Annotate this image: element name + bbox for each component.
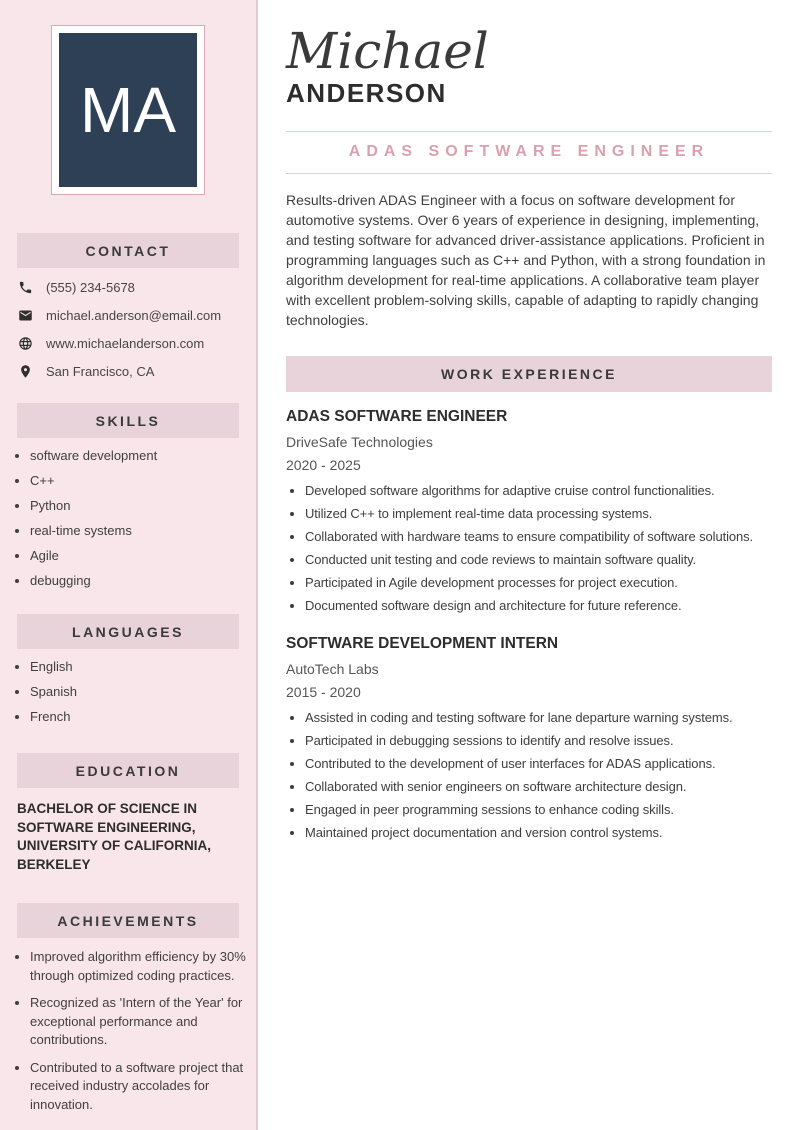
job-dates: 2015 - 2020	[286, 684, 361, 700]
job-dates: 2020 - 2025	[286, 457, 361, 473]
skill-item: • real-time systems	[30, 523, 248, 538]
job-entry	[286, 408, 772, 612]
last-name: ANDERSON	[286, 78, 447, 108]
education-section-title: EDUCATION	[17, 753, 239, 788]
skill-item: • Agile	[30, 548, 248, 563]
location-icon	[18, 364, 33, 379]
phone-icon	[18, 280, 33, 295]
education-degree: BACHELOR OF SCIENCE IN SOFTWARE ENGINEERING, UNIVERSITY OF CALIFORNIA, BERKELEY	[17, 801, 212, 872]
contact-website	[18, 336, 246, 351]
job-bullet: • Developed software algorithms for adaptive cruise control functionalities.	[305, 484, 772, 497]
languages-section-title: LANGUAGES	[17, 614, 239, 649]
job-bullet-list	[286, 484, 772, 612]
headline-divider-bottom	[286, 173, 772, 174]
skill-item: • Python	[30, 498, 248, 513]
main-content	[286, 0, 772, 849]
job-title: ADAS SOFTWARE ENGINEER	[286, 408, 508, 425]
job-bullet: • Engaged in peer programming sessions to enhance coding skills.	[305, 803, 772, 816]
monogram-initials: MA	[80, 74, 176, 146]
work-experience-section-title: WORK EXPERIENCE	[286, 356, 772, 392]
globe-icon	[18, 336, 33, 351]
achievement-item: • Improved algorithm efficiency by 30% through optimized coding practices.	[30, 948, 248, 985]
language-item: • English	[30, 659, 248, 674]
job-bullet: • Collaborated with senior engineers on software architecture design.	[305, 780, 772, 793]
location-text: San Francisco, CA	[46, 364, 155, 379]
job-title: SOFTWARE DEVELOPMENT INTERN	[286, 635, 559, 652]
job-bullet: • Conducted unit testing and code reviews to maintain software quality.	[305, 553, 772, 566]
job-bullet: • Participated in Agile development processes for project execution.	[305, 576, 772, 589]
achievement-item: • Contributed to a software project that received industry accolades for innovation.	[30, 1059, 248, 1115]
job-bullet: • Contributed to the development of user interfaces for ADAS applications.	[305, 757, 772, 770]
first-name: Michael	[286, 22, 489, 80]
headline-job-title: ADAS SOFTWARE ENGINEER	[348, 143, 710, 160]
skill-item: • software development	[30, 448, 248, 463]
achievement-item: • Recognized as 'Intern of the Year' for exceptional performance and contributions.	[30, 994, 248, 1050]
website-text: www.michaelanderson.com	[46, 336, 205, 351]
skill-item: • C++	[30, 473, 248, 488]
language-item: • French	[30, 709, 248, 724]
job-bullet: • Documented software design and architecture for future reference.	[305, 599, 772, 612]
contact-phone	[18, 280, 246, 295]
phone-text: (555) 234-5678	[46, 280, 135, 295]
contact-email	[18, 308, 246, 323]
job-company: DriveSafe Technologies	[286, 434, 433, 450]
sidebar	[0, 0, 258, 1130]
job-bullet: • Collaborated with hardware teams to ensure compatibility of software solutions.	[305, 530, 772, 543]
email-icon	[18, 308, 33, 323]
monogram-box	[59, 33, 197, 187]
language-item: • Spanish	[30, 684, 248, 699]
contact-list	[0, 268, 256, 379]
job-bullet: • Maintained project documentation and version control systems.	[305, 826, 772, 839]
job-company: AutoTech Labs	[286, 661, 379, 677]
achievements-list	[0, 948, 256, 1114]
job-bullet: • Assisted in coding and testing software for lane departure warning systems.	[305, 711, 772, 724]
email-text: michael.anderson@email.com	[46, 308, 222, 323]
job-bullet: • Participated in debugging sessions to identify and resolve issues.	[305, 734, 772, 747]
monogram-frame	[51, 25, 205, 195]
skill-item: • debugging	[30, 573, 248, 588]
professional-summary: Results-driven ADAS Engineer with a focus on software development for automotive systems. Over 6 years of experience in designing, implementing, and testing software for advanced driver-assistance applications. Proficient in programming languages such as C++ and Python, with a strong foundation in algorithm development for real-time applications. A collaborative team player with excellent problem-solving skills, capable of adapting to rapidly changing technologies.	[286, 192, 766, 328]
skills-section-title: SKILLS	[17, 403, 239, 438]
skills-list	[0, 448, 256, 588]
achievements-section-title: ACHIEVEMENTS	[17, 903, 239, 938]
job-bullet-list	[286, 711, 772, 839]
contact-location	[18, 364, 246, 379]
job-entry	[286, 635, 772, 839]
contact-section-title: CONTACT	[17, 233, 239, 268]
job-bullet: • Utilized C++ to implement real-time data processing systems.	[305, 507, 772, 520]
languages-list	[0, 659, 256, 724]
